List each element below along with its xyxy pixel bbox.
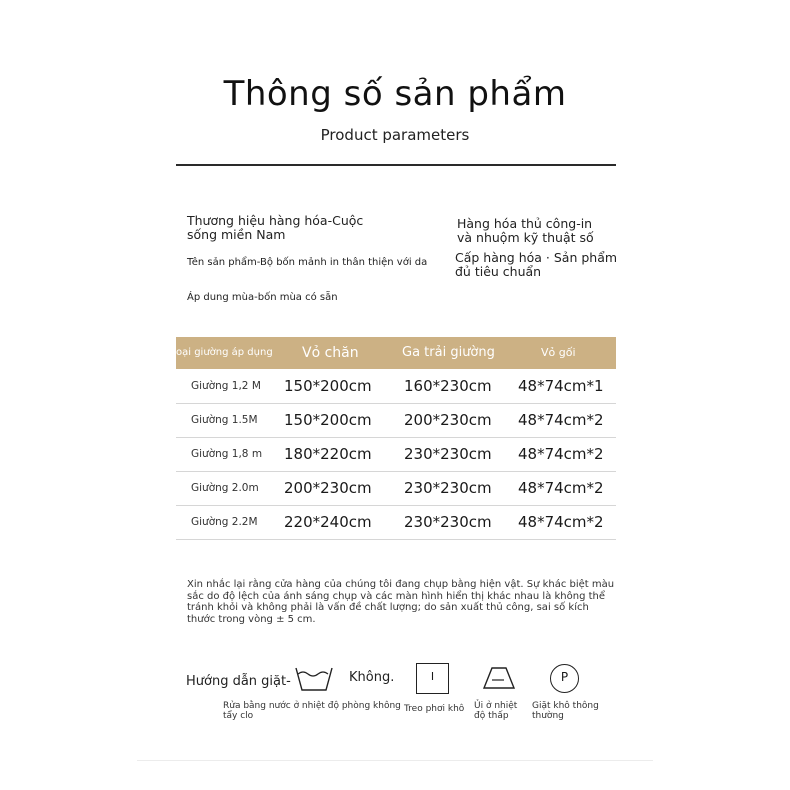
table-row [176,404,616,438]
cell-bed-type: Giường 2.2M [191,516,258,528]
cell-duvet-cover: 180*220cm [284,445,372,463]
cell-pillowcase: 48*74cm*2 [518,479,604,497]
care-text-dryclean: Giặt khô thông thường [532,701,599,721]
cell-pillowcase: 48*74cm*2 [518,513,604,531]
cell-duvet-cover: 220*240cm [284,513,372,531]
care-instructions-label: Hướng dẫn giặt- [186,674,291,689]
cell-bed-type: Giường 1,8 m [191,448,263,460]
header-pillowcase: Vỏ gối [541,346,576,359]
cell-duvet-cover: 200*230cm [284,479,372,497]
cell-bed-type: Giường 1.5M [191,414,258,426]
cell-bed-sheet: 160*230cm [404,377,492,395]
table-row [176,438,616,472]
cell-bed-sheet: 230*230cm [404,513,492,531]
care-text-iron: Ủi ở nhiệt độ thấp [474,701,518,721]
cell-pillowcase: 48*74cm*2 [518,411,604,429]
cell-bed-sheet: 230*230cm [404,445,492,463]
table-row [176,472,616,506]
hand-wash-icon [294,664,334,698]
info-product-name: Tên sản phẩm-Bộ bốn mảnh in thân thiện với da [187,257,428,268]
table-row [176,370,616,404]
cell-bed-sheet: 230*230cm [404,479,492,497]
cell-duvet-cover: 150*200cm [284,377,372,395]
dry-clean-glyph: P [560,670,569,684]
table-row [176,506,616,540]
header-bed-sheet: Ga trải giường [402,345,495,360]
info-craft: Hàng hóa thủ công-in và nhuộm kỹ thuật số [457,216,594,245]
cell-pillowcase: 48*74cm*2 [518,445,604,463]
info-season: Áp dung mùa-bốn mùa có sẵn [187,292,338,303]
table-header [176,337,616,369]
dry-clean-icon [550,664,579,693]
care-text-wash: Rửa bằng nước ở nhiệt độ phòng không tẩy clo [223,701,401,721]
cell-bed-sheet: 200*230cm [404,411,492,429]
hang-dry-icon [416,663,449,694]
page-title: Thông số sản phẩm [223,74,567,114]
cell-bed-type: Giường 2.0m [191,482,259,494]
no-label: Không. [349,670,395,685]
header-bed-type: oại giường áp dụng [176,347,273,358]
header-duvet-cover: Vỏ chăn [302,345,359,361]
info-grade: Cấp hàng hóa · Sản phẩm đủ tiêu chuẩn [455,250,618,279]
cell-pillowcase: 48*74cm*1 [518,377,604,395]
iron-low-icon [480,666,518,696]
cell-bed-type: Giường 1,2 M [191,380,261,392]
hang-dry-glyph: I [430,670,435,683]
cell-duvet-cover: 150*200cm [284,411,372,429]
title-divider [176,164,616,166]
care-text-hang: Treo phơi khô [404,704,465,714]
info-brand: Thương hiệu hàng hóa-Cuộc sống miền Nam [187,213,364,242]
disclaimer-notice: Xin nhắc lại rằng cửa hàng của chúng tôi đang chụp bằng hiện vật. Sự khác biệt màu sắc do độ lệch của ánh sáng chụp và các màn hình hiển thị khác nhau là không thể tránh khỏi và không phải là vấn đề chất lượng; do sản xuất thủ công, sai số kích thước trong vòng ± 5 cm. [187,579,615,625]
bottom-divider [137,760,653,761]
page-subtitle: Product parameters [320,126,470,144]
